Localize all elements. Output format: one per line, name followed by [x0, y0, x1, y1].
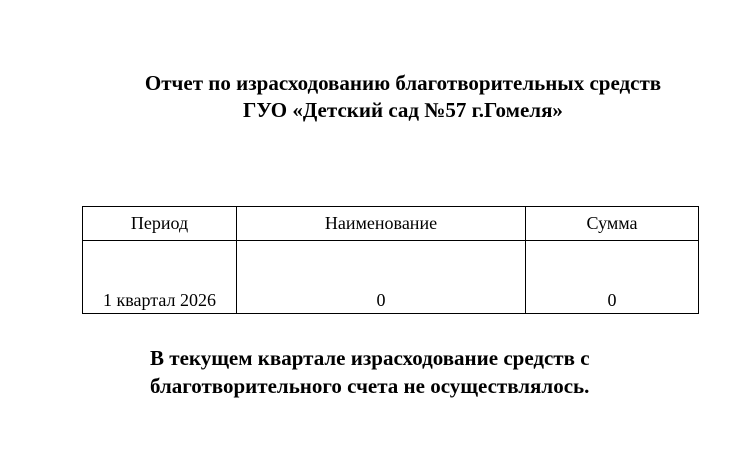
cell-name: 0: [237, 241, 526, 314]
report-title-line-2: ГУО «Детский сад №57 г.Гомеля»: [243, 98, 563, 122]
cell-sum: 0: [526, 241, 699, 314]
report-note-line-2: благотворительного счета не осуществлялось.: [150, 374, 590, 398]
header-name: Наименование: [237, 207, 526, 241]
header-period: Период: [83, 207, 237, 241]
report-table: [82, 206, 699, 314]
report-note-line-1: В текущем квартале израсходование средств с: [150, 346, 590, 370]
header-sum: Сумма: [526, 207, 699, 241]
report-note: [150, 344, 590, 400]
report-title-line-1: Отчет по израсходованию благотворительных средств: [144, 71, 662, 95]
cell-period: 1 квартал 2026: [83, 241, 237, 314]
report-title: [0, 70, 744, 124]
table-header-row: [83, 207, 699, 241]
table-row: [83, 241, 699, 314]
